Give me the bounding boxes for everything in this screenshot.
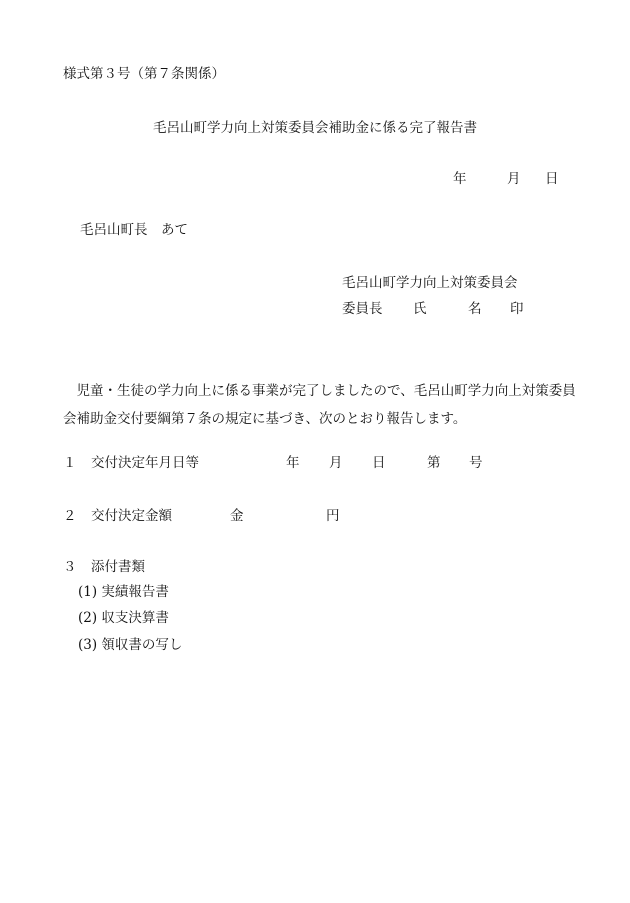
- item-number: ２: [63, 508, 77, 524]
- amount-kin-label: 金: [230, 508, 244, 524]
- date-day-label: 日: [545, 171, 559, 187]
- decision-day-label: 日: [372, 455, 386, 471]
- item-attachments: [63, 561, 145, 575]
- sender-name-line: [342, 303, 524, 317]
- date-year-label: 年: [453, 171, 467, 187]
- seal-mark: 印: [510, 301, 524, 317]
- item-decision-date: [63, 457, 483, 471]
- sender-name-label-1: 氏: [413, 301, 427, 317]
- item-label: 交付決定金額: [91, 508, 172, 524]
- decision-year-label: 年: [286, 455, 300, 471]
- item-decision-amount: [63, 510, 340, 524]
- item-label: 交付決定年月日等: [91, 455, 199, 471]
- decision-month-label: 月: [329, 455, 343, 471]
- date-month-label: 月: [507, 171, 521, 187]
- document-title: 毛呂山町学力向上対策委員会補助金に係る完了報告書: [153, 120, 477, 136]
- body-text: 児童・生徒の学力向上に係る事業が完了しましたので、毛呂山町学力向上対策委員会補助金交付要綱第７条の規定に基づき、次のとおり報告します。: [63, 383, 576, 427]
- form-number: 様式第３号（第７条関係）: [63, 66, 225, 82]
- sender-position: 委員長: [342, 301, 383, 317]
- amount-yen-label: 円: [326, 508, 340, 524]
- item-label: 添付書類: [91, 559, 145, 575]
- sender-organization: 毛呂山町学力向上対策委員会: [342, 275, 518, 291]
- attachment-list-item: (1) 実績報告書: [78, 584, 169, 600]
- attachment-list-item: (2) 収支決算書: [78, 610, 169, 626]
- decision-go-label: 号: [469, 455, 483, 471]
- item-number: ３: [63, 559, 77, 575]
- attachment-list-item: (3) 領収書の写し: [78, 637, 183, 653]
- recipient: 毛呂山町長 あて: [80, 222, 188, 238]
- decision-dai-label: 第: [427, 455, 441, 471]
- sender-name-label-2: 名: [468, 301, 482, 317]
- item-number: １: [63, 455, 77, 471]
- report-date: [453, 173, 559, 187]
